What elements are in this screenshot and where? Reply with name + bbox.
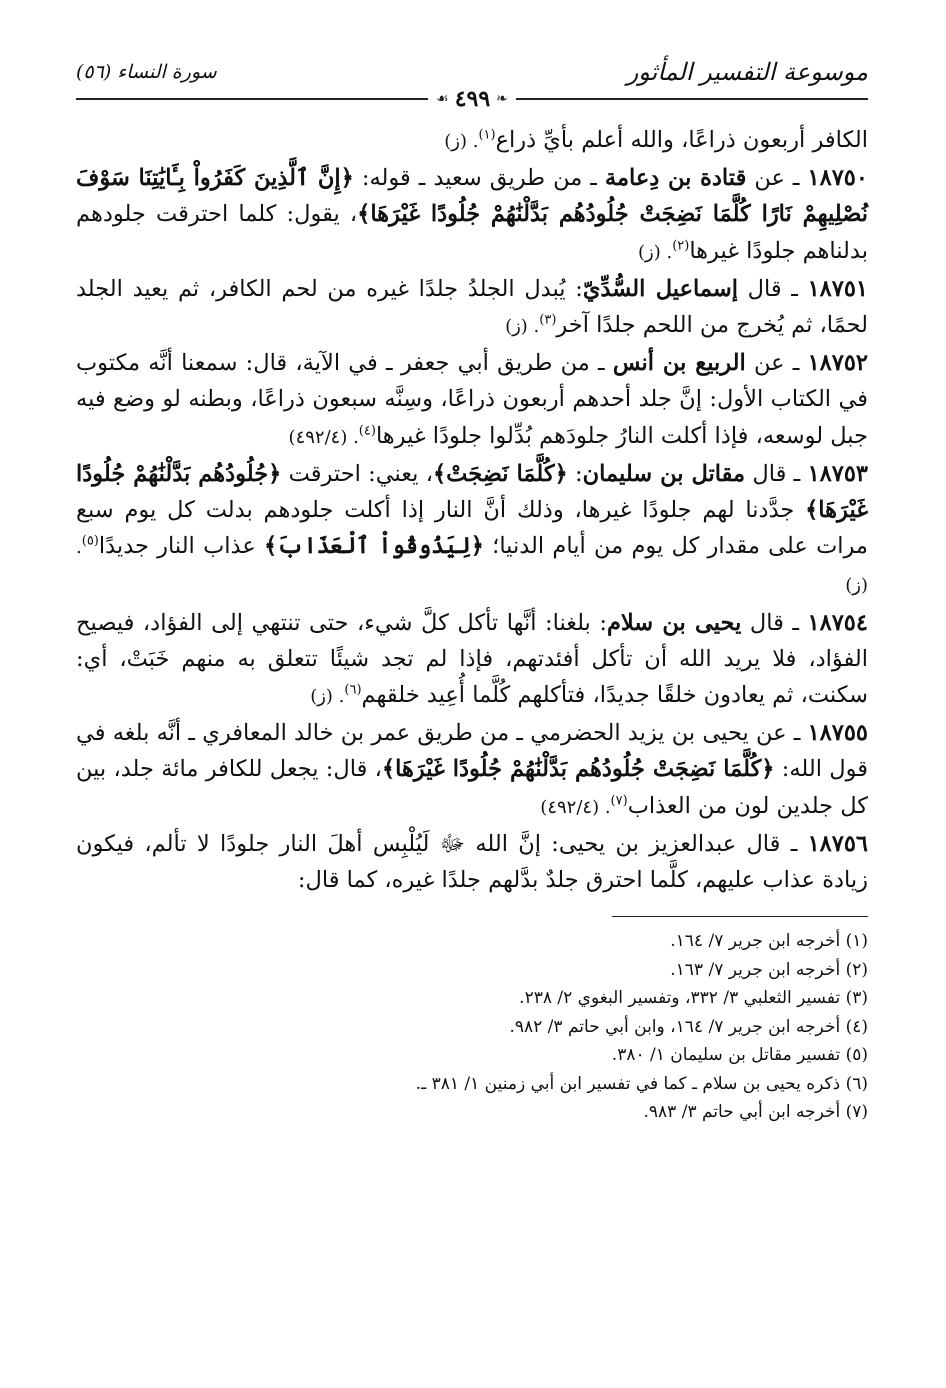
entry-number: ١٨٧٥٥	[807, 720, 868, 747]
quran-quote: ﴿إِنَّ ٱلَّذِينَ كَفَرُواْ بِـَٔايَٰتِنَا سَوْفَ نُصْلِيهِمْ نَارًا كُلَّمَا نَضِجَتْ جُلُودُهُم بَدَّلْنَٰهُمْ جُلُودًا غَيْرَهَا﴾	[76, 165, 868, 228]
entry-18756	[76, 826, 868, 898]
entry-text: ، قال: يجعل للكافر مائة جلد، بين كل جلدين لون من العذاب	[76, 756, 868, 819]
footnote-ref: (٣)	[539, 312, 557, 328]
entry-18750	[76, 160, 868, 271]
ornament-left-icon: ☙	[436, 91, 449, 107]
entry-text: :	[567, 460, 583, 487]
entry-number: ١٨٧٥٦	[807, 830, 868, 857]
series-title: موسوعة التفسير المأثور	[626, 58, 868, 86]
page-number	[428, 86, 516, 112]
entry-number: ١٨٧٥١	[807, 275, 869, 302]
entry-text: الكافر أربعون ذراعًا، والله أعلم بأيِّ ذراع	[495, 127, 868, 153]
entry-text: ـ قال	[745, 460, 808, 487]
footnote-item: (٦) ذكره يحيى بن سلام ـ كما في تفسير ابن أبي زمنين ١/ ٣٨١ ـ.	[415, 1073, 868, 1094]
footnote-item: (٣) تفسير الثعلبي ٣/ ٣٣٢، وتفسير البغوي ٢/ ٢٣٨.	[519, 988, 868, 1009]
entry-18751	[76, 271, 868, 345]
entry-text: ، يعني: احترقت	[281, 460, 433, 487]
footnote-ref: (٧)	[610, 793, 628, 809]
entry-code: . (٤٩٢/٤)	[540, 796, 611, 818]
footnote-item: (٧) أخرجه ابن أبي حاتم ٣/ ٩٨٣.	[643, 1102, 868, 1123]
narrator-name: مقاتل بن سليمان	[582, 460, 746, 487]
entry-text: ـ قال عبدالعزيز بن يحيى: إنَّ الله ﷻ لَيُلْبِس أهلَ النار جلودًا لا تألم، فيكون زيادة عذاب عليهم، كلَّما احترق جلدٌ بدَّلهم جلدًا غيره، كما قال:	[76, 830, 868, 894]
entry-number: ١٨٧٥٢	[807, 350, 869, 377]
entry-number: ١٨٧٥٠	[807, 165, 868, 192]
footnote-item: (٢) أخرجه ابن جرير ٧/ ١٦٣.	[670, 959, 868, 980]
quran-quote: ﴿كُلَّمَا نَضِجَتْ جُلُودُهُم بَدَّلْنَٰهُمْ جُلُودًا غَيْرَهَا﴾	[381, 756, 775, 783]
entry-number: ١٨٧٥٣	[807, 460, 868, 487]
entry-text: ـ عن	[746, 165, 808, 192]
entry-text: ـ قال	[738, 275, 808, 302]
entry-18754	[76, 605, 868, 716]
main-text	[76, 122, 868, 898]
entry-code: . (ز)	[638, 241, 673, 263]
surah-title: سورة النساء (٥٦)	[76, 61, 217, 83]
quran-quote: ﴿جُلُودُهُم بَدَّلْنَٰهُمْ جُلُودًا غَيْرَهَا﴾	[76, 460, 868, 524]
footnote-rule	[612, 916, 868, 917]
ornament-right-icon: ❧	[496, 91, 508, 107]
narrator-name: يحيى بن سلام	[606, 609, 742, 636]
entry-code: . (ز)	[444, 131, 479, 152]
entry-continuation	[76, 122, 868, 160]
entry-code: . (ز)	[310, 686, 345, 708]
footnote-item: (٥) تفسير مقاتل بن سليمان ١/ ٣٨٠.	[611, 1045, 868, 1066]
footnotes	[76, 927, 868, 1127]
footnote-ref: (٥)	[81, 533, 99, 549]
quran-quote: ﴿لِيَذُوقُواْ ٱلْعَذَابَ﴾	[264, 533, 484, 560]
entry-text: ، يقول: كلما احترقت جلودهم بدلناهم جلودًا غيرها	[76, 201, 868, 264]
page-number-text: ٤٩٩	[454, 86, 491, 112]
narrator-name: إسماعيل السُّدِّيّ	[582, 275, 738, 302]
entry-number: ١٨٧٥٤	[807, 609, 868, 636]
running-header	[76, 58, 868, 112]
entry-text: جدَّدنا لهم جلودًا غيرها، وذلك أنَّ النار إذا أكلت جلودهم بدلت كل يوم سبع مرات على مقدار كل يوم من أيام الدنيا؛	[76, 497, 868, 560]
narrator-name: الربيع بن أنس	[612, 350, 746, 377]
entry-text: : بلغنا: أنَّها تأكل كلَّ شيء، حتى تنتهي إلى الفؤاد، فيصيح الفؤاد، فلا يريد الله أن تأكل أفئدتهم، فإذا لم تجد شيئًا تتعلق به منهم خَبَتْ، أي: سكنت، ثم يعادون خلقًا جديدًا، فتأكلهم كُلَّما أُعِيد خلقهم	[76, 609, 868, 709]
entry-text: عذاب النار جديدًا	[98, 533, 265, 560]
entry-code: . (ز)	[76, 537, 868, 597]
footnote-ref: (١)	[478, 127, 496, 143]
entry-code: . (ز)	[505, 316, 540, 338]
entry-text: ـ من طريق أبي جعفر ـ في الآية، قال: سمعنا أنَّه مكتوب في الكتاب الأول: إنَّ جلد أحدهم أربعون ذراعًا، وسِنَّه سبعون ذراعًا، وبطنه لو وضع فيه جبل لوسعه، فإذا أكلت النارُ جلودَهم بُدِّلوا جلودًا غيرها	[76, 350, 868, 449]
entry-18755	[76, 715, 868, 826]
footnote-ref: (٤)	[358, 423, 376, 439]
narrator-name: قتادة بن دِعامة	[604, 165, 747, 192]
footnote-item: (٤) أخرجه ابن جرير ٧/ ١٦٤، وابن أبي حاتم ٣/ ٩٨٢.	[509, 1016, 868, 1037]
page-number-band	[76, 86, 868, 112]
footnote-item: (١) أخرجه ابن جرير ٧/ ١٦٤.	[670, 931, 868, 952]
entry-text: : يُبدل الجلدُ جلدًا غيره من لحم الكافر، ثم يعيد الجلد لحمًا، ثم يُخرج من اللحم جلدًا آخر	[76, 275, 868, 339]
entry-text: ـ من طريق سعيد ـ قوله:	[353, 165, 605, 192]
entry-text: ـ عن يحيى بن يزيد الحضرمي ـ من طريق عمر بن خالد المعافري ـ أنَّه بلغه في قول الله:	[76, 720, 869, 783]
quran-quote: ﴿كُلَّمَا نَضِجَتْ﴾	[432, 460, 568, 487]
entry-text: ـ قال	[741, 609, 808, 636]
entry-18752	[76, 345, 868, 456]
entry-code: . (٤٩٢/٤)	[288, 426, 359, 448]
entry-text: ـ عن	[745, 350, 808, 377]
entry-18753	[76, 456, 868, 605]
footnote-ref: (٦)	[344, 682, 362, 698]
footnote-ref: (٢)	[672, 238, 690, 254]
